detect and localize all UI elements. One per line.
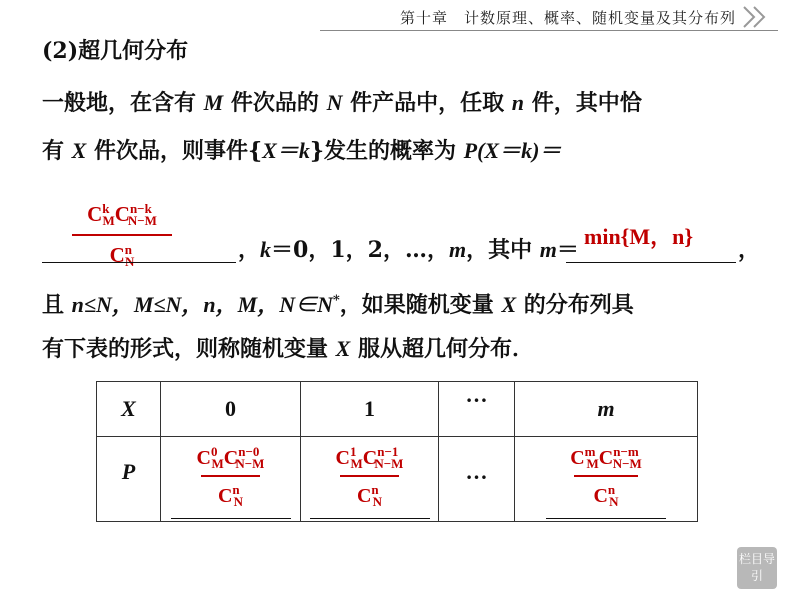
- sup: n: [607, 482, 616, 497]
- c: C: [217, 485, 233, 507]
- star: *: [332, 293, 340, 308]
- sup: 1: [350, 444, 357, 459]
- c: C: [196, 447, 211, 469]
- cell-denominator: [336, 479, 404, 512]
- c: C: [598, 447, 614, 469]
- chapter-title: 第十章 计数原理、概率、随机变量及其分布列: [399, 9, 736, 27]
- text: }发生的概率为: [309, 138, 464, 164]
- var-k: k: [260, 237, 272, 262]
- prob-cell-1: [301, 437, 439, 522]
- cell-numerator: [570, 441, 642, 474]
- var-m: m: [539, 237, 557, 262]
- sub: N: [125, 254, 135, 269]
- var-M: M: [203, 90, 224, 115]
- var-m: m: [448, 237, 467, 262]
- sup: n−1: [377, 444, 399, 459]
- var-X: X: [501, 292, 517, 317]
- var-X: X: [335, 336, 351, 361]
- text: 有下表的形式，则称随机变量: [42, 336, 336, 362]
- text: 件次品，则事件{: [86, 138, 263, 164]
- sub: N−M: [235, 456, 265, 471]
- sup: n−0: [238, 444, 260, 459]
- paragraph-line-1: [42, 88, 642, 118]
- sup: n: [232, 482, 240, 497]
- condition-expr: n≤N，M≤N，n，M，N∈N: [71, 292, 333, 317]
- c: C: [593, 485, 608, 507]
- sup: n: [371, 482, 379, 497]
- comma: ，: [738, 237, 761, 263]
- c: C: [87, 202, 103, 226]
- text: 件产品中，任取: [342, 90, 512, 116]
- fraction-bar: [574, 475, 638, 477]
- sup: 0: [211, 444, 218, 459]
- sub: N: [609, 494, 619, 509]
- cell-numerator: [336, 441, 404, 474]
- sub: M: [102, 213, 115, 228]
- formula-numerator: [72, 198, 172, 232]
- text: 有: [42, 138, 72, 164]
- c: C: [223, 447, 239, 469]
- cell-fraction: [336, 441, 404, 512]
- fraction-bar: [340, 475, 400, 477]
- sub: N: [372, 494, 383, 509]
- prob-cell-0: [161, 437, 301, 522]
- header-cell: 0: [161, 382, 301, 437]
- ellipsis-cell: …: [439, 437, 515, 522]
- c: C: [114, 202, 130, 226]
- table-row-p: [97, 437, 698, 522]
- double-chevron-icon: [740, 5, 770, 29]
- event-expr: X＝k: [262, 138, 310, 163]
- sub: M: [350, 456, 363, 471]
- distribution-table: [96, 381, 698, 522]
- text: ＝0，1，2，…，: [271, 237, 449, 263]
- text: ，如果随机变量: [339, 292, 502, 318]
- blank-underline: [566, 262, 736, 263]
- cell-underline: [310, 518, 430, 519]
- text: ＝: [556, 237, 579, 263]
- row-label: P: [97, 437, 161, 522]
- fraction-bar: [72, 234, 172, 236]
- prob-cell-m: [515, 437, 698, 522]
- paragraph-line-4: [42, 286, 634, 320]
- text: 一般地，在含有: [42, 90, 204, 116]
- header-cell: 1: [301, 382, 439, 437]
- text: 件次品的: [223, 90, 327, 116]
- text: 的分布列具: [516, 292, 634, 318]
- sup: n−m: [613, 444, 639, 459]
- sup: m: [584, 444, 596, 459]
- blank-underline: [42, 262, 236, 263]
- chapter-header: [320, 2, 778, 31]
- cell-fraction: [570, 441, 642, 512]
- sup: n: [124, 242, 132, 257]
- cell-underline: [546, 518, 666, 519]
- m-value-answer: min{M，n}: [584, 224, 694, 249]
- paragraph-line-3: ，k＝0，1，2，…，m，其中 m＝: [238, 237, 579, 263]
- cell-underline: [171, 518, 291, 519]
- cell-denominator: [197, 479, 265, 512]
- sup: k: [102, 201, 110, 216]
- var-n: n: [511, 90, 525, 115]
- c: C: [109, 243, 125, 267]
- fraction-bar: [201, 475, 261, 477]
- sub: N−M: [612, 456, 642, 471]
- header-cell: X: [97, 382, 161, 437]
- c: C: [335, 447, 350, 469]
- c: C: [570, 447, 585, 469]
- sub: N−M: [374, 456, 404, 471]
- sub: N−M: [127, 213, 157, 228]
- cell-fraction: [197, 441, 265, 512]
- cell-denominator: [570, 479, 642, 512]
- header-cell: …: [439, 382, 515, 437]
- sub: M: [211, 456, 224, 471]
- text: 件，其中恰: [524, 90, 642, 116]
- formula-denominator: [72, 239, 172, 273]
- sub: M: [586, 456, 599, 471]
- cell-numerator: [197, 441, 265, 474]
- var-X: X: [71, 138, 87, 163]
- text: 服从超几何分布．: [350, 336, 535, 362]
- prob-expr: P(X＝k)＝: [463, 138, 562, 163]
- text: ，其中: [466, 237, 540, 263]
- text: 且: [42, 292, 72, 318]
- paragraph-line-2: [42, 136, 561, 166]
- paragraph-line-5: [42, 334, 534, 364]
- sup: n−k: [129, 201, 152, 216]
- sub: N: [233, 494, 244, 509]
- section-title: (2)超几何分布: [42, 38, 189, 64]
- var-N: N: [326, 90, 343, 115]
- c: C: [356, 485, 372, 507]
- c: C: [362, 447, 378, 469]
- section-nav-button[interactable]: 栏目导引: [737, 547, 777, 589]
- header-cell: m: [515, 382, 698, 437]
- table-header-row: [97, 382, 698, 437]
